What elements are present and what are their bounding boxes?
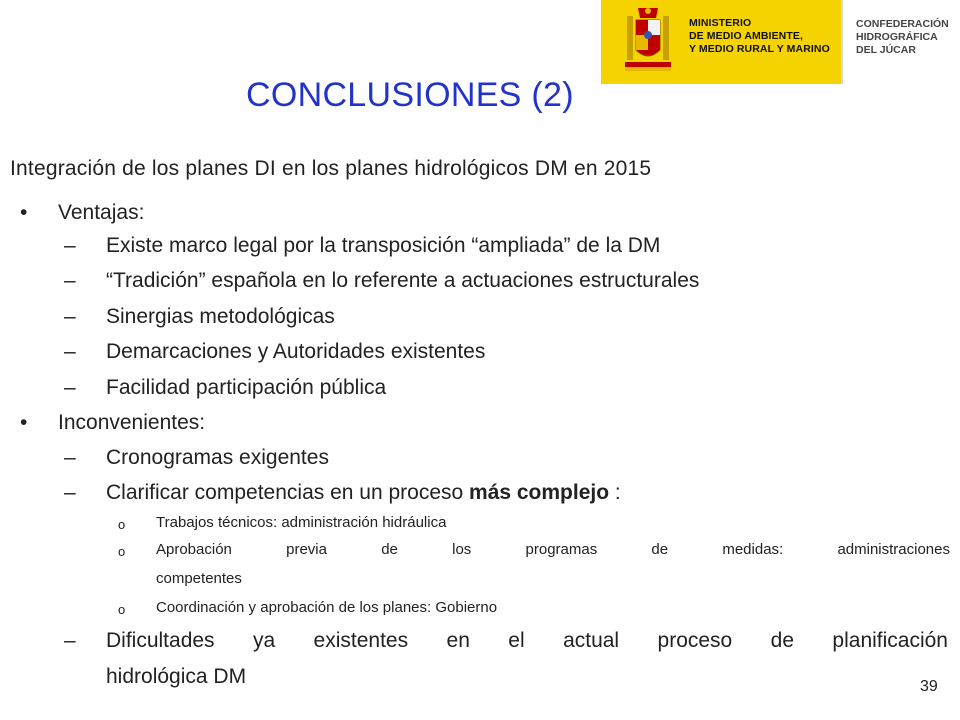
circle-bullet-icon: o [118,517,126,532]
dash-icon: – [64,305,76,328]
list-item: – Clarificar competencias en un proceso más complejo : [64,481,621,504]
confederation-name: CONFEDERACIÓN HIDROGRÁFICA DEL JÚCAR [856,18,949,56]
page-number: 39 [920,678,938,695]
list-item: – Cronogramas exigentes [64,446,329,469]
circle-bullet-icon: o [118,544,126,559]
ministry-name: MINISTERIO DE MEDIO AMBIENTE, Y MEDIO RURAL Y MARINO [689,17,830,55]
dash-icon: – [64,629,76,652]
emphasis-text: más complejo [469,481,610,504]
slide-title: CONCLUSIONES (2) [246,76,574,114]
list-item: – Sinergias metodológicas [64,305,335,328]
dash-icon: – [64,376,76,399]
list-item: – Demarcaciones y Autoridades existentes [64,340,486,363]
header-divider [841,0,843,84]
dash-icon: – [64,446,76,469]
dash-icon: – [64,481,76,504]
slide-subtitle: Integración de los planes DI en los planes hidrológicos DM en 2015 [10,157,652,180]
bullet-icon: • [20,411,28,434]
ministry-logo-band [601,0,841,84]
dash-icon: – [64,234,76,257]
inconvenientes-heading: • Inconvenientes: [20,411,206,434]
dash-icon: – [64,340,76,363]
list-item: – Facilidad participación pública [64,376,387,399]
dash-icon: – [64,269,76,292]
ventajas-heading: • Ventajas: [20,201,145,224]
list-item: – “Tradición” española en lo referente a actuaciones estructurales [64,269,700,292]
list-item: – Existe marco legal por la transposición “ampliada” de la DM [64,234,661,257]
circle-bullet-icon: o [118,602,126,617]
bullet-icon: • [20,201,28,224]
spain-coat-of-arms-icon [623,6,673,74]
